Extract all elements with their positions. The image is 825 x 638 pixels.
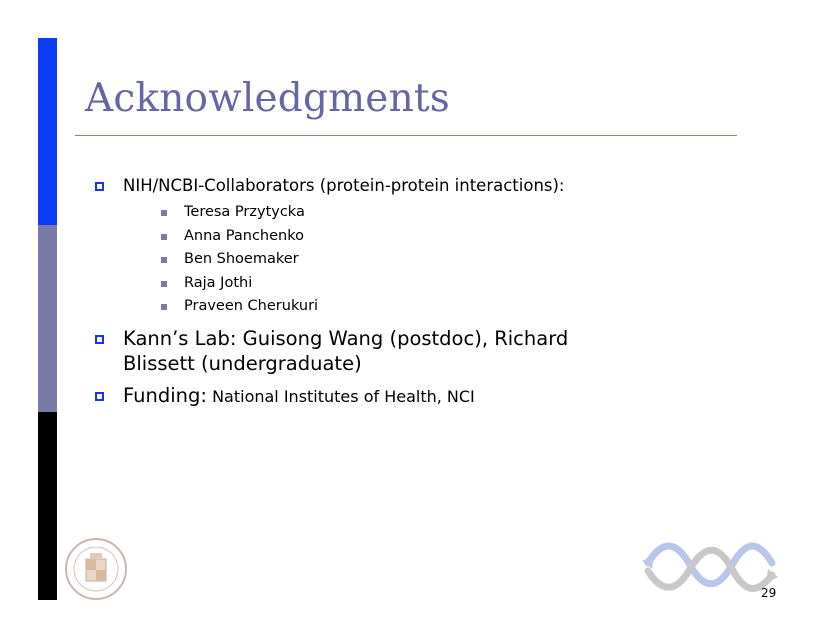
square-bullet-icon [95,335,104,344]
slide-title: Acknowledgments [85,76,450,121]
bullet-funding [94,383,714,409]
bullet-list [94,175,714,409]
wave-arrows-logo-icon [640,535,780,595]
page-number: 29 [761,586,777,600]
side-bar-bottom [38,412,57,600]
bullet-text: Kann’s Lab: Guisong Wang (postdoc), Richard Blissett (undergraduate) [123,326,569,375]
university-seal-icon [64,537,128,601]
bullet-lab [94,326,643,376]
filled-square-bullet-icon [161,304,167,310]
bullet-text: NIH/NCBI-Collaborators (protein-protein interactions): [123,176,565,195]
sub-item: Praveen Cherukuri [159,295,714,319]
square-bullet-icon [95,182,104,191]
sub-item: Teresa Przytycka [159,201,714,225]
filled-square-bullet-icon [161,257,167,263]
filled-square-bullet-icon [161,234,167,240]
funding-detail: National Institutes of Health, NCI [206,386,475,406]
bullet-collaborators [94,175,714,319]
sub-item: Raja Jothi [159,272,714,296]
sub-item: Ben Shoemaker [159,248,714,272]
collaborator-list [159,201,714,319]
filled-square-bullet-icon [161,281,167,287]
filled-square-bullet-icon [161,210,167,216]
funding-label: Funding: [123,383,207,407]
square-bullet-icon [95,392,104,401]
side-bar-top [38,38,57,225]
title-underline [75,135,737,136]
side-bar-middle [38,225,57,412]
sub-item: Anna Panchenko [159,225,714,249]
